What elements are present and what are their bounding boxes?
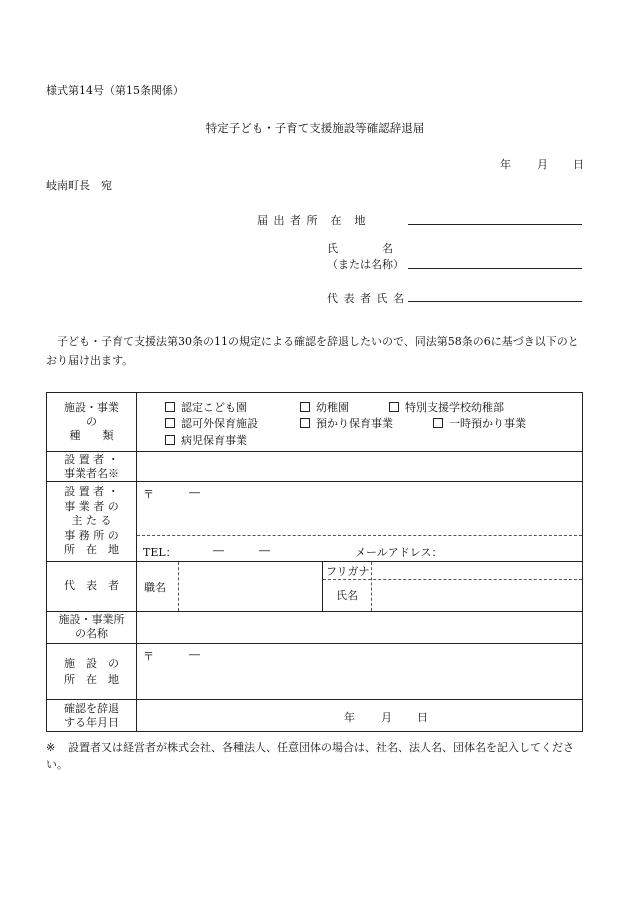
tel-label: TEL： — [143, 546, 177, 559]
withdrawal-date-label: 確認を辞退 する年月日 — [64, 702, 119, 729]
representative-name-label: 代 表 者 氏 名 — [327, 292, 405, 305]
representative-label: 代 表 者 — [64, 579, 119, 592]
withdrawal-date-field[interactable] — [137, 700, 337, 730]
checkbox[interactable] — [165, 418, 175, 428]
facility-name-field[interactable] — [137, 612, 582, 642]
date-month-label: 月 — [537, 158, 548, 171]
checkbox[interactable] — [165, 435, 175, 445]
facility-postal-dash: ― — [189, 648, 200, 661]
operator-name-field[interactable] — [137, 452, 582, 480]
footnote — [46, 739, 586, 773]
checkbox[interactable] — [300, 402, 310, 412]
facility-type-label: 施設・事業 の 種 類 — [64, 401, 119, 442]
checkbox[interactable] — [433, 418, 443, 428]
footnote-mark: ※ — [46, 741, 56, 754]
option-special-support-kindergarten[interactable]: 特別支援学校幼稚部 — [389, 399, 504, 415]
facility-address-field[interactable] — [137, 661, 582, 697]
office-address-label: 設 置 者 ・ 事 業 者 の 主 た る 事 務 所 の 所 在 地 — [64, 485, 119, 556]
addressee: 岐南町長 宛 — [46, 179, 112, 192]
option-extended-care[interactable]: 預かり保育事業 — [300, 415, 393, 431]
option-nintei-kodomoen[interactable]: 認定こども園 — [165, 399, 247, 415]
postal-dash: ― — [189, 486, 200, 499]
date-year-label: 年 — [500, 158, 511, 171]
office-address-field[interactable] — [137, 493, 582, 533]
option-unlicensed-childcare[interactable]: 認可外保育施設 — [165, 415, 258, 431]
checkbox[interactable] — [300, 418, 310, 428]
facility-postal-mark: 〒 — [143, 650, 154, 663]
furigana-divider — [323, 579, 582, 580]
withdraw-day-label: 日 — [417, 711, 428, 724]
option-sick-child-care[interactable]: 病児保育事業 — [165, 432, 247, 448]
representative-name-field[interactable] — [408, 301, 582, 302]
option-temporary-care[interactable]: 一時預かり事業 — [433, 415, 526, 431]
furigana-field[interactable] — [372, 563, 582, 578]
date-day-label: 日 — [573, 158, 584, 171]
applicant-name-field[interactable] — [408, 268, 582, 269]
applicant-name-sub-label: （または名称） — [327, 258, 404, 271]
row-divider — [47, 643, 582, 644]
postal-mark: 〒 — [143, 488, 154, 501]
operator-name-label: 設 置 者 ・ 事業者名※ — [64, 453, 119, 480]
tel-dash-2: ― — [259, 544, 270, 557]
option-kindergarten[interactable]: 幼稚園 — [300, 399, 349, 415]
withdraw-month-label: 月 — [381, 711, 392, 724]
applicant-name-label: 氏 名 — [327, 242, 393, 255]
withdraw-year-label: 年 — [344, 711, 355, 724]
row-divider — [47, 561, 582, 562]
furigana-label: フリガナ — [326, 565, 370, 578]
row-divider — [47, 481, 582, 482]
tel-dash-1: ― — [213, 544, 224, 557]
applicant-address-label: 届 出 者 所 在 地 — [257, 214, 367, 227]
checkbox[interactable] — [165, 402, 175, 412]
facility-address-label: 施 設 の 所 在 地 — [64, 657, 119, 686]
body-text: 子ども・子育て支援法第30条の11の規定による確認を辞退したいので、同法第58条の6に基づき以下のとおり届け出ます。 — [46, 335, 579, 367]
confirmation-withdrawal-table — [46, 392, 583, 732]
position-field[interactable] — [179, 563, 321, 610]
applicant-address-field[interactable] — [408, 224, 582, 225]
name-label: 氏名 — [336, 589, 358, 602]
facility-name-label: 施設・事業所 の名称 — [58, 613, 125, 640]
position-label: 職名 — [144, 581, 166, 594]
email-label: メールアドレス： — [355, 546, 443, 559]
page-title: 特定子ども・子育て支援施設等確認辞退届 — [205, 121, 425, 135]
form-number: 様式第14号（第15条関係） — [46, 84, 184, 97]
rep-name-field[interactable] — [372, 581, 582, 610]
address-tel-divider — [137, 535, 582, 536]
footnote-text: 設置者又は経営者が株式会社、各種法人、任意団体の場合は、社名、法人名、団体名を記入してください。 — [46, 741, 574, 771]
position-name-divider — [322, 561, 323, 611]
checkbox[interactable] — [389, 402, 399, 412]
